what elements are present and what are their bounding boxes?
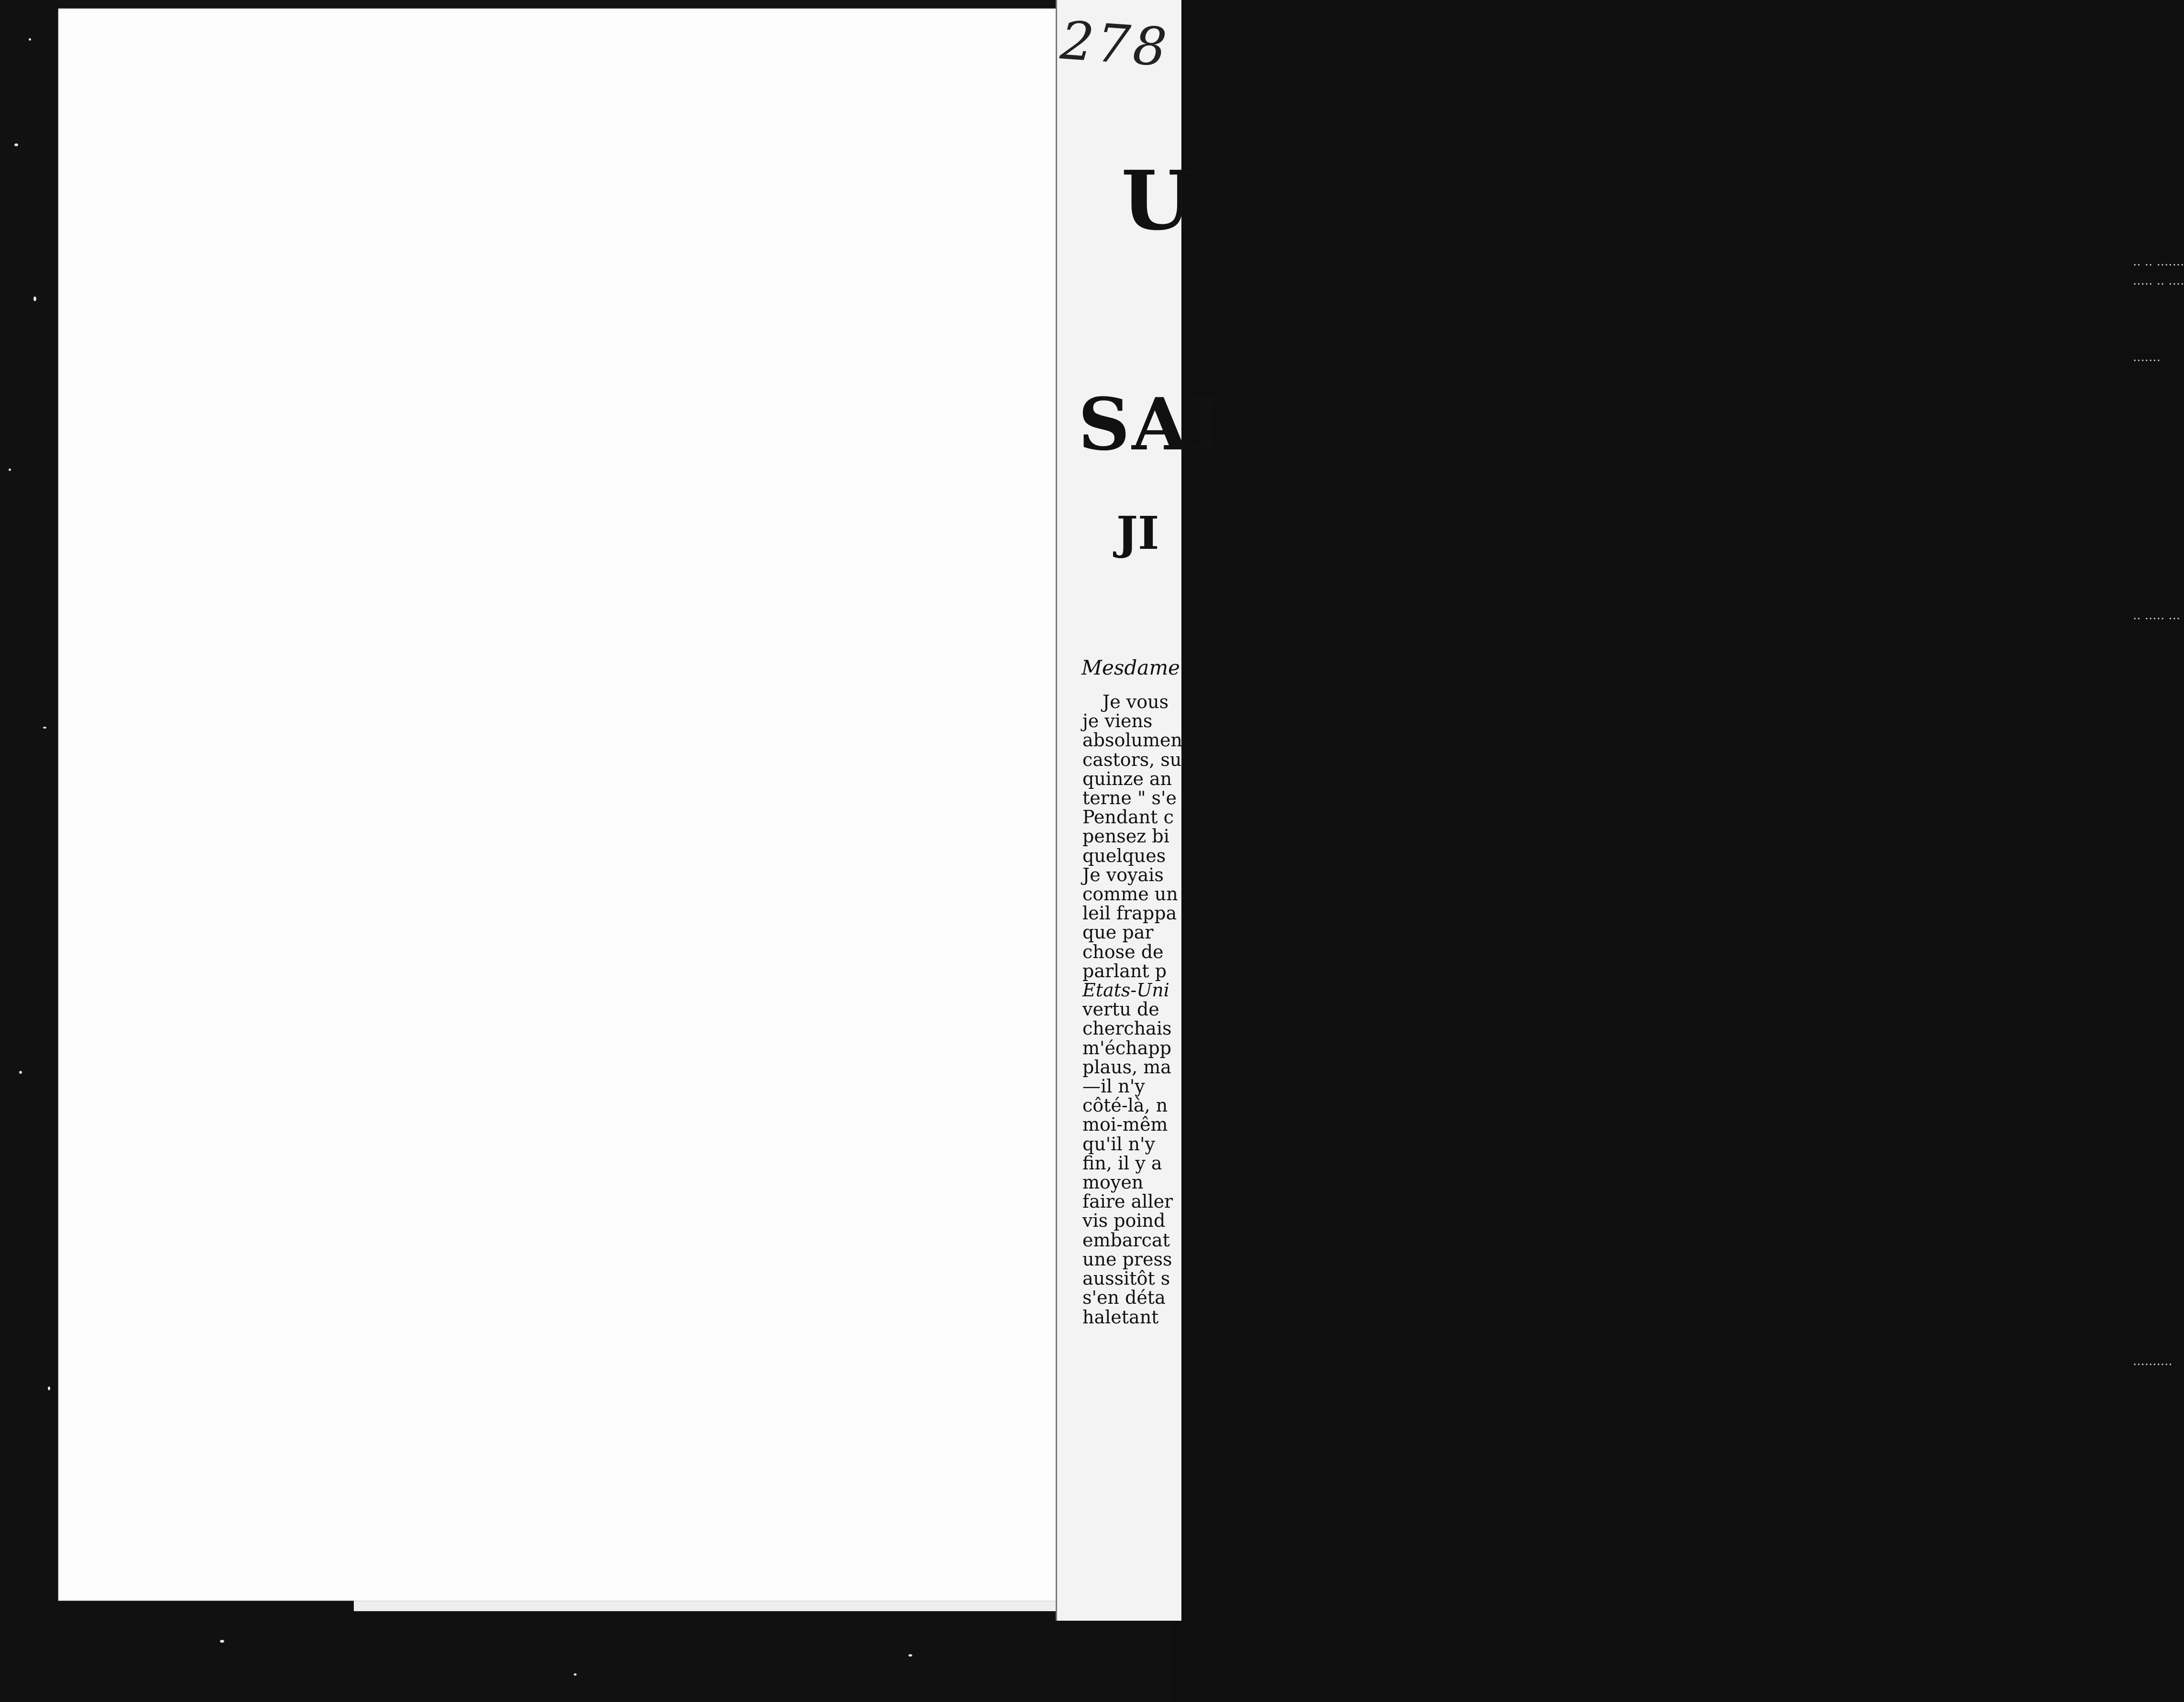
body-line: chose de	[1082, 941, 1164, 962]
body-text	[1082, 692, 1182, 1327]
body-line: Pendant c	[1082, 807, 1174, 828]
body-line: comme un	[1082, 884, 1178, 905]
body-line: Je vous	[1103, 691, 1169, 712]
body-line: faire aller	[1082, 1191, 1173, 1212]
body-line: une press	[1082, 1248, 1172, 1270]
film-speck	[220, 1640, 224, 1643]
body-line: Je voyais	[1082, 864, 1164, 885]
body-line: embarcat	[1082, 1229, 1170, 1251]
body-line: castors, su	[1082, 749, 1182, 770]
film-speck	[43, 727, 46, 729]
body-line: —il n'y	[1082, 1076, 1145, 1097]
title-heading-line-3: JI	[1116, 507, 1159, 560]
body-line: qu'il n'y	[1082, 1133, 1156, 1155]
body-line: terne " s'e	[1082, 787, 1177, 809]
body-line: vis poind	[1082, 1210, 1166, 1232]
bleed-through-text: ·· ····· ···	[2133, 612, 2181, 626]
title-heading-line-2: SAI	[1078, 382, 1225, 467]
film-speck	[9, 469, 11, 471]
bleed-through-text: ··········	[2133, 1358, 2173, 1372]
film-speck	[908, 1654, 912, 1657]
film-speck	[14, 143, 18, 146]
body-line: que par	[1082, 922, 1154, 943]
body-line: pensez bi	[1082, 826, 1169, 847]
body-line: moyen	[1082, 1172, 1144, 1193]
salutation: Mesdame	[1081, 656, 1180, 679]
body-line: je viens	[1082, 710, 1153, 732]
film-speck	[48, 1386, 50, 1390]
body-line: quelques	[1082, 845, 1166, 866]
body-line: leil frappa	[1082, 903, 1177, 924]
film-speck	[29, 38, 31, 41]
body-line: fin, il y a	[1082, 1152, 1162, 1174]
body-line: s'en déta	[1082, 1287, 1166, 1309]
body-line: absolumen	[1082, 730, 1182, 751]
body-line: Etats-Uni	[1082, 980, 1169, 1001]
handwritten-page-number: 278	[1058, 10, 1172, 78]
body-line: parlant p	[1082, 960, 1167, 982]
body-line: quinze an	[1082, 768, 1172, 789]
body-line: m'échapp	[1082, 1037, 1172, 1058]
blank-left-page	[58, 9, 1061, 1601]
title-heading-line-1: U	[1121, 153, 1192, 249]
body-line: aussitôt s	[1082, 1268, 1170, 1289]
bleed-through-text: ····· ·· ····	[2133, 277, 2184, 292]
film-speck	[33, 296, 36, 301]
body-line: plaus, ma	[1082, 1056, 1171, 1078]
body-line: vertu de	[1082, 999, 1159, 1020]
body-line: côté-là, n	[1082, 1095, 1168, 1116]
bleed-through-text: ·· ·· ·······	[2133, 258, 2184, 273]
film-speck	[574, 1673, 577, 1676]
body-line: moi-mêm	[1082, 1114, 1168, 1135]
film-speck	[19, 1071, 22, 1074]
bleed-through-text: ·······	[2133, 354, 2161, 368]
body-line: haletant	[1082, 1306, 1159, 1328]
body-line: cherchais	[1082, 1018, 1172, 1039]
